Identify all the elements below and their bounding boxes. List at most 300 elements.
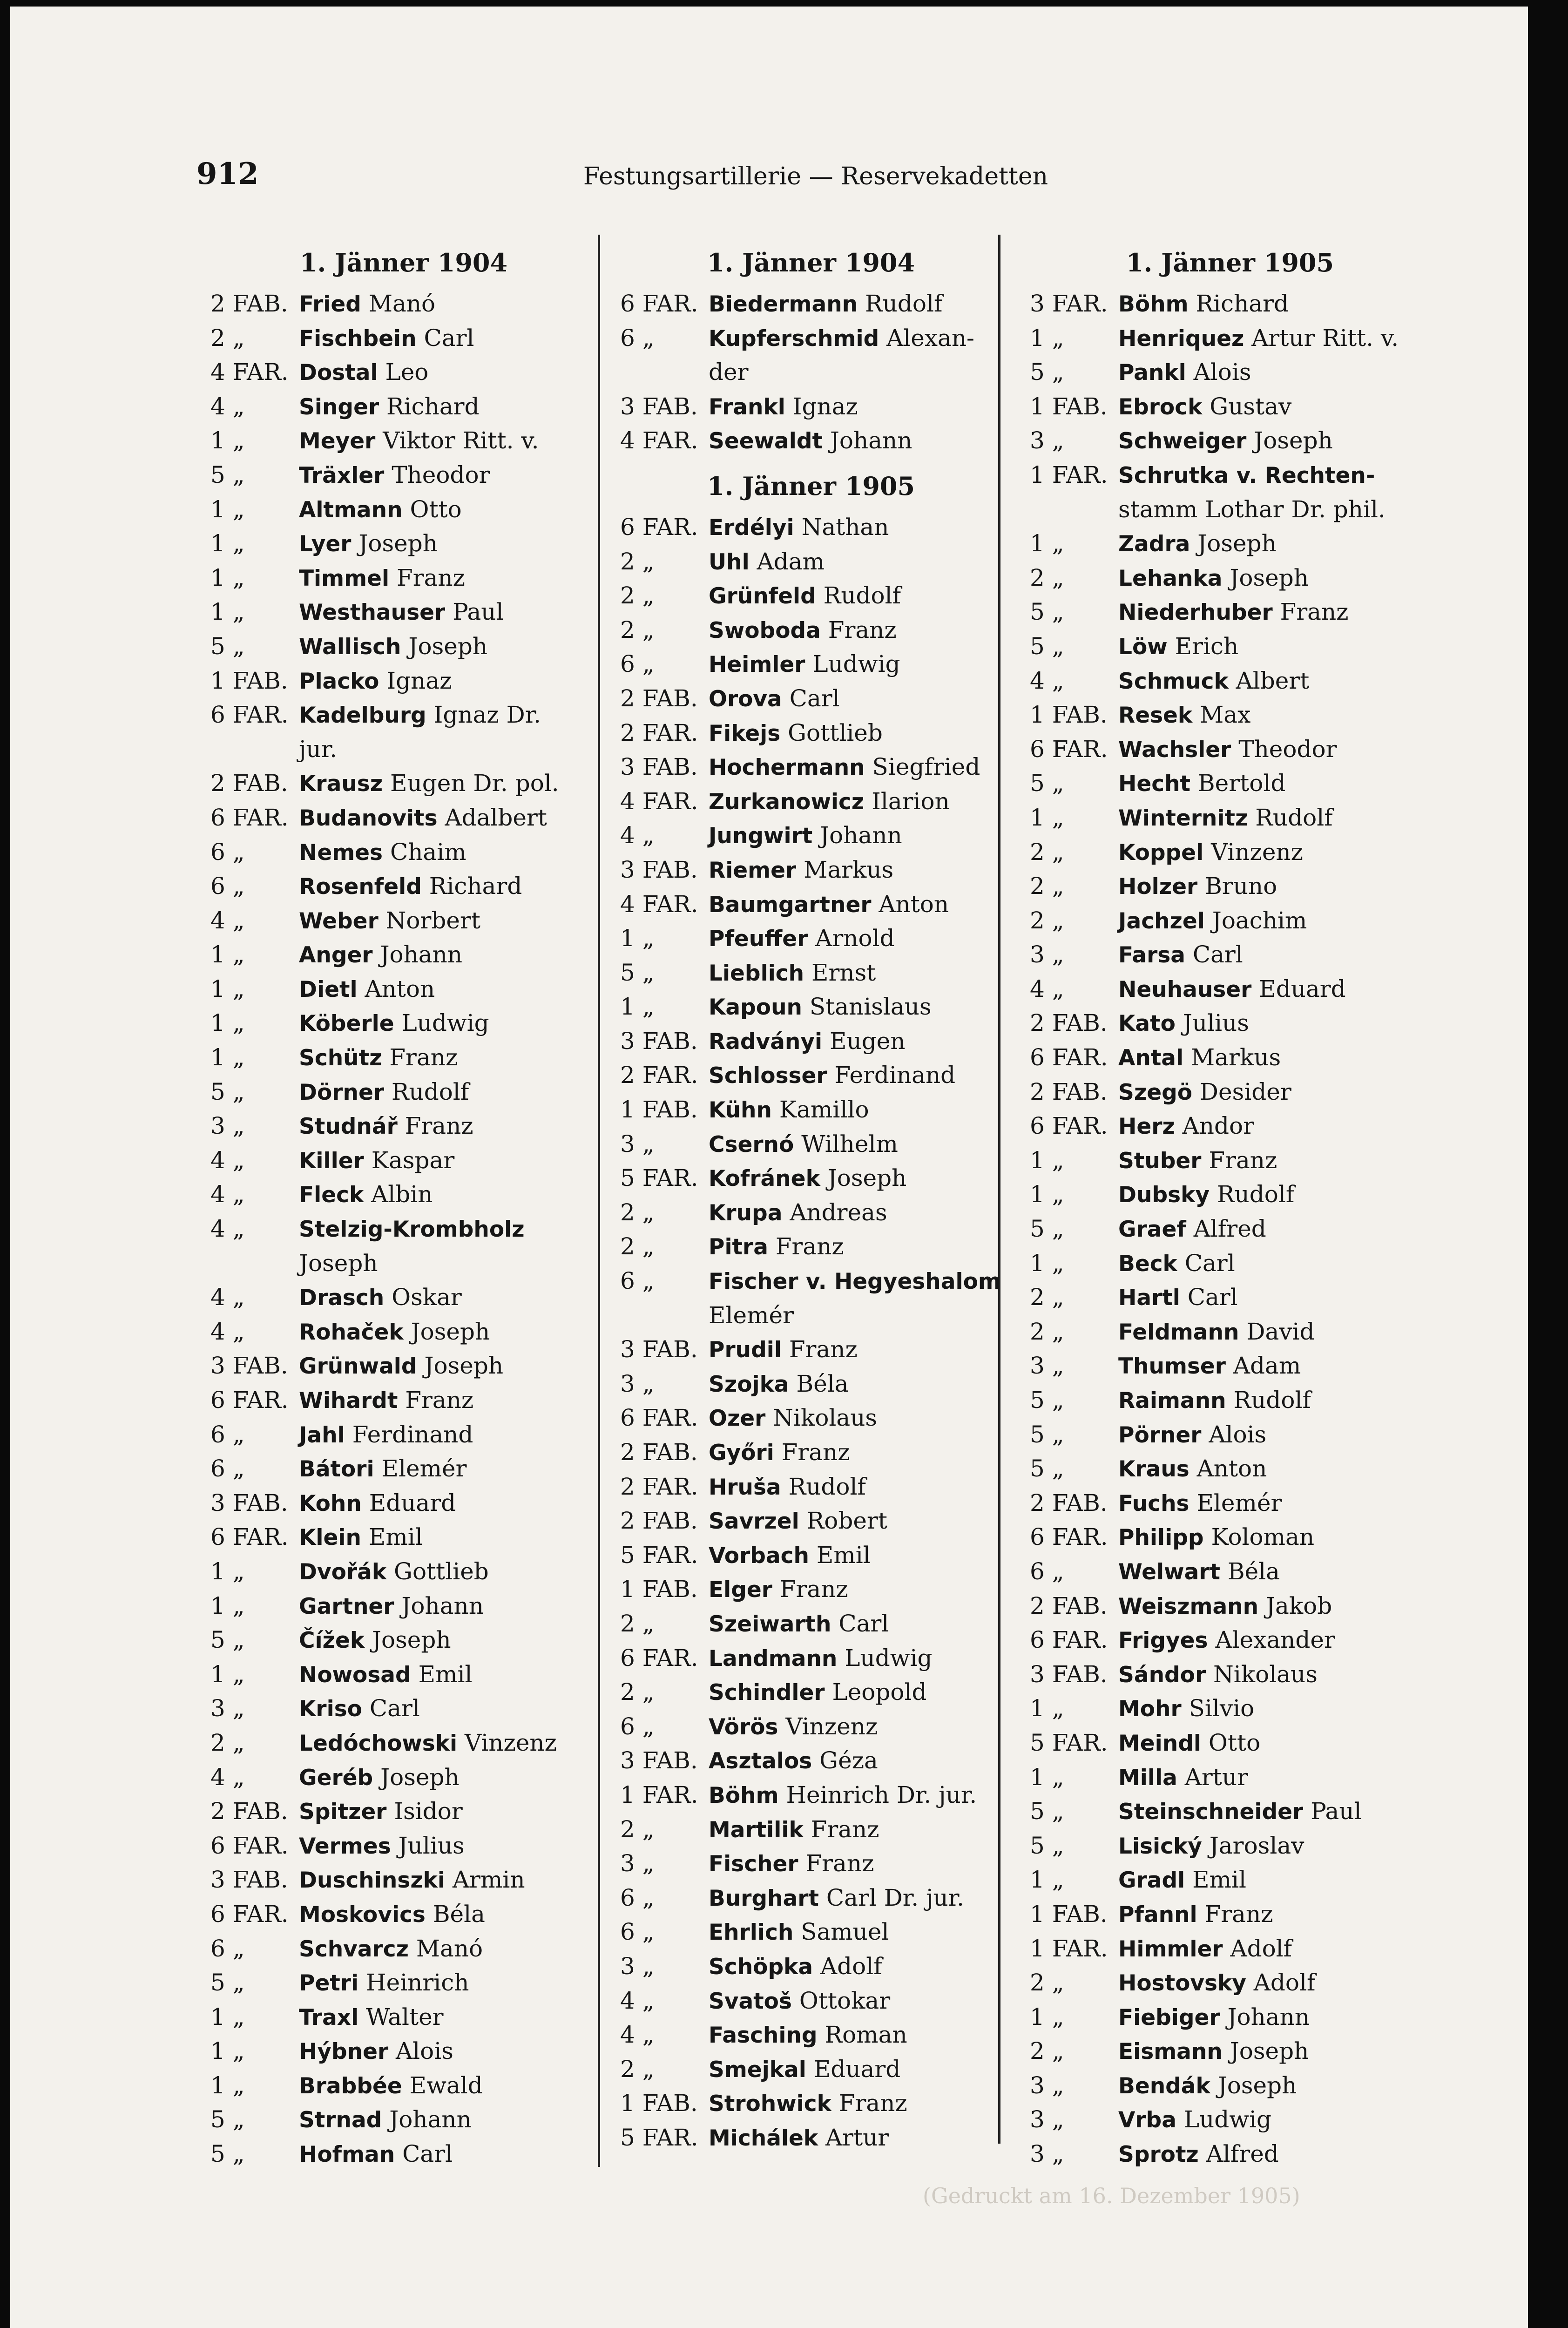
person-name — [1118, 1520, 1430, 1555]
given-name: Armin — [452, 1866, 525, 1894]
person-name — [1118, 732, 1430, 767]
surname: Orova — [709, 686, 782, 712]
roster-entry — [620, 1435, 1002, 1470]
roster-entry — [210, 1623, 597, 1658]
surname: Stelzig-Krombholz — [299, 1217, 525, 1243]
person-name — [299, 2000, 597, 2035]
unit-designation: 3 „ — [210, 1695, 245, 1722]
given-name: Jakob — [1266, 1592, 1332, 1619]
surname: Grünfeld — [709, 583, 816, 609]
surname: Elger — [709, 1577, 772, 1603]
given-name: Carl — [369, 1695, 420, 1722]
unit-designation: 1 „ — [210, 2037, 245, 2065]
surname: Bátori — [299, 1456, 374, 1482]
surname: Böhm — [709, 1782, 779, 1808]
person-name — [1118, 1280, 1430, 1315]
roster-entry — [620, 390, 1002, 424]
unit-designation: 5 „ — [210, 1078, 245, 1105]
unit-designation: 1 „ — [620, 925, 655, 952]
surname: Krupa — [709, 1200, 783, 1226]
person-name — [299, 1246, 597, 1281]
unit-designation: 6 FAR. — [210, 1523, 289, 1551]
person-name — [709, 716, 1002, 751]
unit-designation: 6 FAR. — [1030, 1112, 1108, 1140]
roster-entry — [210, 1863, 597, 1897]
person-name — [299, 561, 597, 596]
given-name: Joachim — [1212, 907, 1307, 934]
surname: Schütz — [299, 1045, 382, 1071]
surname: Löw — [1118, 634, 1168, 660]
unit-designation: 4 „ — [210, 1181, 245, 1208]
roster-entry — [620, 853, 1002, 887]
unit-designation: 1 FAB. — [620, 2090, 698, 2117]
surname: Winternitz — [1118, 805, 1248, 831]
given-name: Franz — [1209, 1146, 1277, 1174]
given-name: Gustav — [1210, 393, 1292, 420]
given-name: Stanislaus — [809, 993, 932, 1021]
surname: Fiebiger — [1118, 2004, 1220, 2030]
unit-designation: 1 „ — [1030, 530, 1064, 557]
roster-entry — [1030, 801, 1430, 835]
person-name — [299, 2034, 597, 2069]
given-name: Leopold — [832, 1678, 927, 1706]
given-name: Anton — [365, 975, 435, 1002]
given-name: Carl — [789, 684, 840, 712]
roster-entry — [1030, 1006, 1430, 1041]
person-name — [299, 493, 597, 527]
roster-entry — [210, 1555, 597, 1589]
given-name: Ewald — [409, 2071, 483, 2099]
unit-designation: 2 „ — [1030, 1284, 1064, 1311]
unit-designation: 3 „ — [620, 1130, 655, 1157]
unit-designation: 6 FAR. — [210, 1832, 289, 1859]
given-name: Markus — [1191, 1044, 1281, 1071]
person-name — [1118, 2034, 1430, 2069]
unit-designation: 1 FAB. — [1030, 1900, 1108, 1928]
roster-entry — [620, 1504, 1002, 1538]
given-name: Anton — [1196, 1455, 1267, 1482]
roster-entry — [210, 1452, 597, 1486]
unit-designation — [1030, 493, 1118, 527]
unit-designation: 2 „ — [210, 1729, 245, 1756]
unit-designation: 4 „ — [1030, 975, 1064, 1002]
person-name — [299, 629, 597, 664]
given-name: Joseph — [1217, 2071, 1297, 2099]
person-name — [709, 2052, 1002, 2087]
given-name: Joseph — [424, 1352, 504, 1380]
unit-designation: 1 „ — [1030, 1181, 1064, 1208]
person-name — [299, 1966, 597, 2000]
unit-designation: 2 „ — [1030, 873, 1064, 900]
page — [10, 7, 1528, 2328]
given-name: Artur Ritt. v. — [1251, 324, 1399, 352]
surname: Träxler — [299, 462, 385, 488]
roster-entry — [1030, 766, 1430, 801]
person-name — [709, 990, 1002, 1024]
given-name: der — [709, 359, 749, 386]
unit-designation: 4 „ — [210, 1284, 245, 1311]
given-name: Alois — [1209, 1421, 1267, 1448]
roster-entry — [210, 1932, 597, 1966]
given-name: Ludwig — [812, 650, 900, 678]
unit-designation: 6 „ — [210, 838, 245, 866]
unit-designation: 5 „ — [210, 1626, 245, 1654]
person-name — [1118, 1212, 1430, 1246]
roster-entry — [210, 1520, 597, 1555]
person-name — [1118, 1109, 1430, 1144]
roster-entry — [1030, 1144, 1430, 1178]
given-name: Ernst — [811, 959, 876, 986]
roster-entry — [210, 1041, 597, 1075]
roster-entry — [1030, 2103, 1430, 2137]
person-name — [299, 595, 597, 629]
surname: Anger — [299, 942, 373, 968]
unit-designation: 1 „ — [210, 1592, 245, 1619]
unit-designation: 2 „ — [1030, 564, 1064, 591]
roster-entry — [210, 1966, 597, 2000]
person-name — [1118, 835, 1430, 870]
given-name: Franz — [775, 1233, 844, 1260]
person-name — [709, 1538, 1002, 1573]
person-name — [709, 1264, 1002, 1299]
unit-designation: 3 „ — [620, 1952, 655, 1980]
person-name — [299, 732, 597, 767]
given-name: Ludwig — [401, 1009, 489, 1037]
person-name — [1118, 904, 1430, 938]
surname: Westhauser — [299, 600, 446, 626]
unit-designation: 1 „ — [210, 1660, 245, 1688]
surname: Budanovits — [299, 805, 438, 831]
surname: Thumser — [1118, 1353, 1226, 1380]
roster-entry — [1030, 972, 1430, 1007]
unit-designation: 5 FAR. — [1030, 1729, 1108, 1756]
column-heading: 1. Jänner 1905 — [1126, 248, 1334, 277]
roster-entry — [210, 458, 597, 493]
unit-designation: 5 FAR. — [620, 1164, 698, 1192]
unit-designation: 4 „ — [620, 1987, 655, 2014]
given-name: Joseph — [408, 632, 488, 660]
unit-designation: 1 FAB. — [620, 1096, 698, 1123]
given-name: Adolf — [820, 1952, 882, 1980]
person-name — [1118, 698, 1430, 732]
person-name — [709, 1024, 1002, 1059]
roster-entry — [210, 355, 597, 390]
unit-designation: 3 FAB. — [620, 1747, 698, 1774]
roster-entry — [620, 819, 1002, 853]
surname: Neuhauser — [1118, 976, 1252, 1002]
surname: Frigyes — [1118, 1628, 1208, 1654]
person-name — [1118, 1726, 1430, 1760]
given-name: Gottlieb — [394, 1557, 489, 1585]
given-name: Kamillo — [779, 1096, 869, 1123]
given-name: Desider — [1199, 1078, 1291, 1105]
given-name: Erich — [1175, 632, 1239, 660]
surname: Dubsky — [1118, 1182, 1210, 1208]
given-name: Chaim — [390, 838, 466, 866]
surname: Antal — [1118, 1045, 1184, 1071]
surname: Traxl — [299, 2004, 359, 2030]
roster-entry — [620, 579, 1002, 613]
given-name: Franz — [405, 1112, 473, 1140]
surname: Lyer — [299, 531, 351, 557]
person-name — [1118, 1658, 1430, 1692]
roster-entry — [620, 1675, 1002, 1710]
person-name — [709, 1675, 1002, 1710]
unit-designation: 4 „ — [210, 1763, 245, 1791]
surname: Brabbée — [299, 2073, 402, 2099]
unit-designation — [620, 355, 709, 390]
unit-designation: 6 FAR. — [620, 513, 698, 541]
unit-designation: 3 FAB. — [1030, 1660, 1108, 1688]
person-name — [299, 1315, 597, 1349]
unit-designation: 3 FAB. — [620, 1027, 698, 1055]
person-name — [709, 1710, 1002, 1744]
given-name: Isidor — [394, 1798, 463, 1825]
surname: Smejkal — [709, 2057, 806, 2083]
roster-entry — [1030, 2000, 1430, 2035]
surname: Farsa — [1118, 942, 1185, 968]
person-name — [1118, 1555, 1430, 1589]
surname: Singer — [299, 394, 379, 420]
unit-designation: 5 „ — [1030, 1832, 1064, 1859]
roster-entry — [1030, 835, 1430, 870]
unit-designation: 3 „ — [1030, 2140, 1064, 2168]
given-name: Nathan — [801, 513, 889, 541]
person-name — [1118, 1452, 1430, 1486]
given-name: Norbert — [385, 907, 481, 934]
roster-entry — [1030, 1212, 1430, 1246]
surname: Frankl — [709, 394, 785, 420]
roster-entry — [620, 1984, 1002, 2018]
surname: Savrzel — [709, 1509, 799, 1535]
given-name: Franz — [828, 616, 897, 643]
unit-designation: 2 „ — [620, 616, 655, 643]
given-name: Markus — [804, 856, 894, 883]
unit-designation: 1 „ — [1030, 804, 1064, 831]
unit-designation: 2 „ — [1030, 907, 1064, 934]
roster-entry — [620, 321, 1002, 356]
roster-entry — [620, 1230, 1002, 1264]
roster-entry — [620, 2121, 1002, 2155]
surname: Steinschneider — [1118, 1799, 1304, 1825]
roster-entry — [620, 1813, 1002, 1847]
person-name — [709, 424, 1002, 458]
unit-designation: 1 „ — [210, 564, 245, 591]
given-name: Alois — [396, 2037, 453, 2065]
surname: Philipp — [1118, 1525, 1204, 1551]
person-name — [299, 390, 597, 424]
surname: Feldmann — [1118, 1319, 1239, 1345]
surname: Fuchs — [1118, 1490, 1190, 1516]
person-name — [709, 750, 1002, 785]
roster-entry — [620, 1470, 1002, 1504]
column-subheading: 1. Jänner 1905 — [707, 471, 915, 501]
surname: Erdélyi — [709, 514, 794, 541]
roster-entry — [210, 1383, 597, 1418]
surname: Koppel — [1118, 839, 1204, 866]
unit-designation: 3 „ — [1030, 2106, 1064, 2133]
roster-entry — [210, 1178, 597, 1212]
person-name — [709, 1607, 1002, 1641]
roster-entry — [1030, 629, 1430, 664]
roster-entry — [210, 1315, 597, 1349]
unit-designation: 2 FAR. — [620, 1473, 698, 1500]
person-name — [1118, 1966, 1430, 2000]
surname: Zurkanowicz — [709, 789, 865, 815]
roster-entry — [620, 1264, 1002, 1299]
unit-designation: 1 „ — [210, 1557, 245, 1585]
surname: Hýbner — [299, 2039, 389, 2065]
given-name: Nikolaus — [773, 1404, 878, 1432]
surname: Hostovsky — [1118, 1970, 1246, 1996]
person-name — [299, 1212, 597, 1246]
roster-entry — [1030, 390, 1430, 424]
given-name: Julius — [1183, 1009, 1249, 1037]
unit-designation: 2 „ — [620, 2055, 655, 2083]
unit-designation: 4 FAR. — [210, 359, 289, 386]
roster-entry — [1030, 1692, 1430, 1726]
roster-entry — [210, 527, 597, 561]
surname: Weber — [299, 908, 378, 934]
unit-designation: 1 FAR. — [1030, 1935, 1108, 1962]
given-name: Eduard — [369, 1489, 456, 1516]
person-name — [709, 1984, 1002, 2018]
roster-entry — [1030, 1966, 1430, 2000]
person-name — [1118, 1692, 1430, 1726]
roster-entry — [620, 990, 1002, 1024]
surname: Ozer — [709, 1406, 766, 1432]
surname: Stuber — [1118, 1148, 1202, 1174]
roster-entry — [1030, 1658, 1430, 1692]
person-name — [709, 321, 1002, 356]
surname: Fried — [299, 291, 361, 317]
roster-entry — [210, 732, 597, 767]
unit-designation — [210, 732, 299, 767]
given-name: Eduard — [813, 2055, 901, 2083]
person-name — [299, 1144, 597, 1178]
given-name: Eugen Dr. pol. — [390, 770, 559, 797]
unit-designation: 6 FAR. — [210, 1387, 289, 1414]
person-name — [709, 1744, 1002, 1778]
unit-designation: 4 „ — [210, 1215, 245, 1243]
given-name: Johann — [820, 822, 902, 849]
roster-entry — [620, 545, 1002, 579]
running-title: Festungsartillerie — Reservekadetten — [583, 162, 1048, 190]
roster-entry — [1030, 1520, 1430, 1555]
unit-designation: 3 FAB. — [620, 393, 698, 420]
person-name — [1118, 1383, 1430, 1418]
unit-designation: 3 FAR. — [1030, 290, 1108, 317]
given-name: jur. — [299, 735, 338, 763]
person-name — [299, 1829, 597, 1863]
unit-designation: 5 „ — [210, 2106, 245, 2133]
surname: Wihardt — [299, 1388, 398, 1414]
surname: Fischbein — [299, 325, 417, 352]
person-name — [709, 1813, 1002, 1847]
given-name: Franz — [805, 1850, 874, 1877]
given-name: David — [1246, 1318, 1315, 1345]
given-name: Koloman — [1211, 1523, 1315, 1551]
person-name — [1118, 972, 1430, 1007]
person-name — [299, 938, 597, 972]
given-name: Richard — [429, 873, 522, 900]
surname: Krausz — [299, 771, 383, 797]
person-name — [709, 1881, 1002, 1915]
person-name — [709, 1401, 1002, 1435]
unit-designation: 3 FAB. — [620, 856, 698, 883]
person-name — [1118, 869, 1430, 904]
given-name: Max — [1200, 701, 1251, 729]
given-name: Leo — [385, 359, 429, 386]
surname: Kofránek — [709, 1166, 820, 1192]
given-name: stamm Lothar Dr. phil. — [1118, 495, 1386, 523]
roster-entry — [1030, 458, 1430, 493]
unit-designation: 2 „ — [620, 1678, 655, 1706]
surname: Beck — [1118, 1251, 1177, 1277]
given-name: Carl — [1187, 1284, 1238, 1311]
given-name: Rudolf — [391, 1078, 469, 1105]
roster-entry — [210, 1075, 597, 1110]
unit-designation: 6 FAR. — [1030, 1044, 1108, 1071]
column-rule — [598, 235, 600, 2167]
unit-designation: 2 FAB. — [620, 1439, 698, 1466]
surname: Szeiwarth — [709, 1611, 831, 1637]
surname: Niederhuber — [1118, 600, 1273, 626]
surname: Kohn — [299, 1490, 362, 1516]
surname: Raimann — [1118, 1388, 1226, 1414]
surname: Fischer v. Hegyeshalom — [709, 1269, 1001, 1295]
person-name — [709, 2018, 1002, 2052]
roster-entry — [620, 1401, 1002, 1435]
surname: Fikejs — [709, 720, 781, 746]
surname: Lieblich — [709, 960, 804, 986]
person-name — [1118, 458, 1430, 493]
person-name — [299, 1726, 597, 1760]
given-name: Robert — [806, 1507, 887, 1535]
roster-entry — [1030, 1760, 1430, 1795]
roster-entry — [620, 716, 1002, 751]
given-name: Walter — [366, 2003, 444, 2030]
given-name: Ignaz Dr. — [433, 701, 541, 729]
given-name: Manó — [416, 1935, 483, 1962]
given-name: Theodor — [392, 461, 490, 488]
given-name: Vinzenz — [1211, 838, 1303, 866]
person-name — [299, 527, 597, 561]
unit-designation: 5 „ — [620, 959, 655, 986]
given-name: Manó — [368, 290, 436, 317]
given-name: Heinrich Dr. jur. — [786, 1781, 977, 1808]
roster-entry — [210, 1280, 597, 1315]
person-name — [1118, 1794, 1430, 1829]
unit-designation: 2 FAB. — [1030, 1592, 1108, 1619]
roster-entry — [620, 1641, 1002, 1676]
person-name — [1118, 2069, 1430, 2103]
unit-designation: 1 „ — [210, 598, 245, 626]
given-name: Carl — [1184, 1249, 1235, 1277]
roster-entry — [210, 904, 597, 938]
given-name: Johann — [389, 2106, 472, 2133]
person-name — [299, 1589, 597, 1624]
person-name — [1118, 424, 1430, 458]
given-name: Eduard — [1259, 975, 1346, 1002]
roster-entry — [1030, 1623, 1430, 1658]
surname: Kapoun — [709, 995, 802, 1021]
unit-designation: 2 „ — [620, 1233, 655, 1260]
person-name — [1118, 1349, 1430, 1383]
given-name: Jaroslav — [1209, 1832, 1304, 1859]
surname: Killer — [299, 1148, 364, 1174]
roster-entry — [620, 647, 1002, 682]
